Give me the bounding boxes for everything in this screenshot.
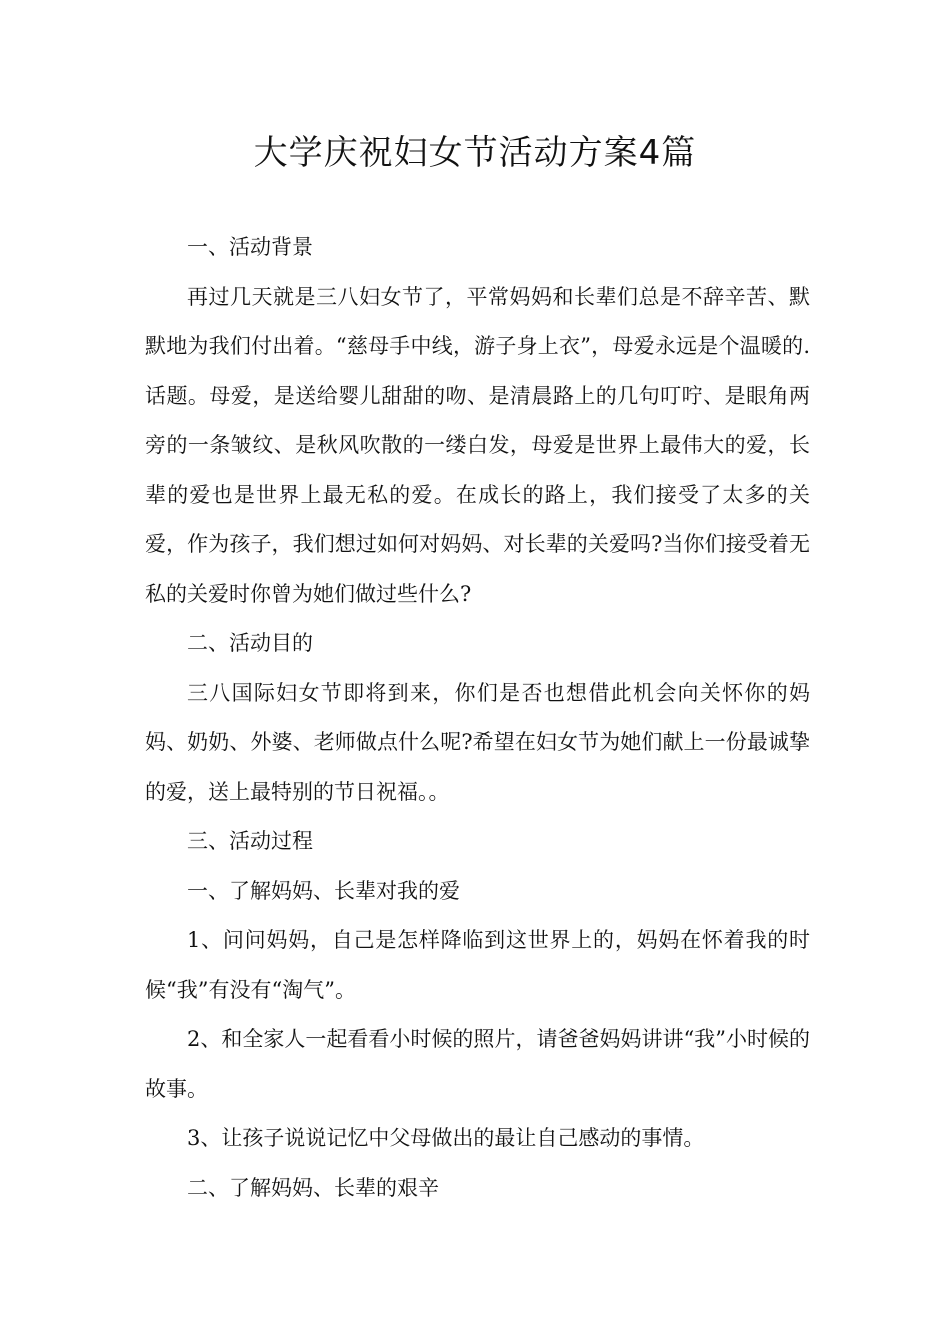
subheading-understand-love: 一、了解妈妈、长辈对我的爱 bbox=[187, 878, 460, 903]
list-item-3: 3、让孩子说说记忆中父母做出的最让自己感动的事情。 bbox=[187, 1126, 705, 1150]
list-item-2: 2、和全家人一起看看小时候的照片，请爸爸妈妈讲讲“我”小时候的故事。 bbox=[145, 1027, 810, 1101]
paragraph-background: 再过几天就是三八妇女节了，平常妈妈和长辈们总是不辞辛苦、默默地为我们付出着。“慈母手中线，游子身上衣”，母爱永远是个温暖的.话题。母爱，是送给婴儿甜甜的吻、是清晨路上的几句叮咛、是眼角两旁的一条皱纹、是秋风吹散的一缕白发，母爱是世界上最伟大的爱，长辈的爱也是世界上最无私的爱。在成长的路上，我们接受了太多的关爱，作为孩子，我们想过如何对妈妈、对长辈的关爱吗?当你们接受着无私的关爱时你曾为她们做过些什么? bbox=[145, 284, 810, 606]
section-heading-purpose: 二、活动目的 bbox=[187, 631, 313, 655]
section-heading-background: 一、活动背景 bbox=[187, 235, 313, 259]
document-title: 大学庆祝妇女节活动方案4篇 bbox=[253, 133, 697, 173]
paragraph-purpose: 三八国际妇女节即将到来，你们是否也想借此机会向关怀你的妈妈、奶奶、外婆、老师做点什么呢?希望在妇女节为她们献上一份最诚挚的爱，送上最特别的节日祝福。。 bbox=[145, 680, 810, 804]
list-item-1: 1、问问妈妈，自己是怎样降临到这世界上的，妈妈在怀着我的时候“我”有没有“淘气”。 bbox=[145, 928, 810, 1002]
document-body bbox=[145, 223, 810, 1213]
section-heading-process: 三、活动过程 bbox=[187, 829, 313, 853]
subheading-understand-hardship: 二、了解妈妈、长辈的艰辛 bbox=[187, 1175, 439, 1200]
